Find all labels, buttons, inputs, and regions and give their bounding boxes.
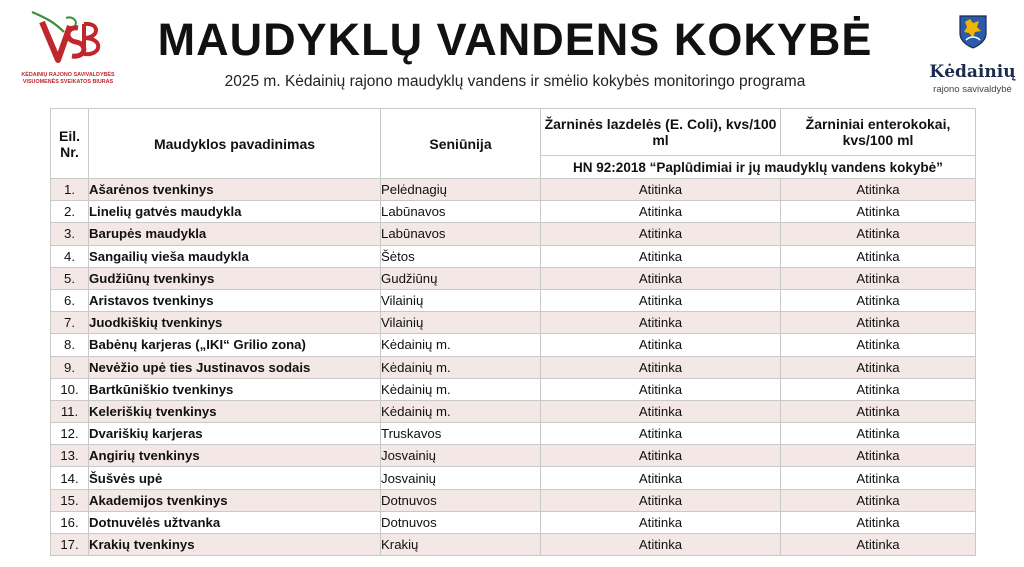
row-number: 11. <box>51 400 89 422</box>
ward-name: Dotnuvos <box>381 489 541 511</box>
ecoli-result: Atitinka <box>541 378 781 400</box>
enterococci-result: Atitinka <box>781 289 976 311</box>
beach-name: Juodkiškių tvenkinys <box>89 312 381 334</box>
enterococci-result: Atitinka <box>781 312 976 334</box>
beach-name: Nevėžio upė ties Justinavos sodais <box>89 356 381 378</box>
enterococci-result: Atitinka <box>781 223 976 245</box>
ward-name: Josvainių <box>381 445 541 467</box>
enterococci-result: Atitinka <box>781 400 976 422</box>
city-name: Kėdainių <box>929 62 1016 82</box>
enterococci-result: Atitinka <box>781 511 976 533</box>
vsb-logo <box>14 8 122 88</box>
beach-name: Aristavos tvenkinys <box>89 289 381 311</box>
coat-of-arms-icon <box>958 14 988 50</box>
enterococci-result: Atitinka <box>781 489 976 511</box>
table-row <box>51 179 976 201</box>
row-number: 15. <box>51 489 89 511</box>
org-name: KĖDAINIŲ RAJONO SAVIVALDYBĖS VISUOMENĖS SVEIKATOS BIURAS <box>21 72 115 85</box>
header-name: Maudyklos pavadinimas <box>89 109 381 179</box>
table-row <box>51 245 976 267</box>
enterococci-result: Atitinka <box>781 356 976 378</box>
ecoli-result: Atitinka <box>541 511 781 533</box>
beach-name: Keleriškių tvenkinys <box>89 400 381 422</box>
ward-name: Labūnavos <box>381 201 541 223</box>
ward-name: Gudžiūnų <box>381 267 541 289</box>
ward-name: Vilainių <box>381 289 541 311</box>
table-row <box>51 223 976 245</box>
header-norm: HN 92:2018 “Paplūdimiai ir jų maudyklų vandens kokybė” <box>541 156 976 179</box>
table-row <box>51 511 976 533</box>
beach-name: Krakių tvenkinys <box>89 534 381 556</box>
ecoli-result: Atitinka <box>541 334 781 356</box>
ward-name: Dotnuvos <box>381 511 541 533</box>
row-number: 9. <box>51 356 89 378</box>
ward-name: Kėdainių m. <box>381 400 541 422</box>
enterococci-result: Atitinka <box>781 534 976 556</box>
enterococci-result: Atitinka <box>781 179 976 201</box>
header-ecoli: Žarninės lazdelės (E. Coli), kvs/100 ml <box>541 109 781 156</box>
enterococci-result: Atitinka <box>781 334 976 356</box>
page-subtitle: 2025 m. Kėdainių rajono maudyklų vandens ir smėlio kokybės monitoringo programa <box>224 73 806 90</box>
ecoli-result: Atitinka <box>541 356 781 378</box>
kedainiai-logo <box>925 14 1024 94</box>
ecoli-result: Atitinka <box>541 267 781 289</box>
row-number: 1. <box>51 179 89 201</box>
ecoli-result: Atitinka <box>541 534 781 556</box>
row-number: 12. <box>51 423 89 445</box>
city-subtitle: rajono savivaldybė <box>933 84 1012 95</box>
beach-name: Dvariškių karjeras <box>89 423 381 445</box>
beach-name: Ašarėnos tvenkinys <box>89 179 381 201</box>
row-number: 17. <box>51 534 89 556</box>
table-row <box>51 378 976 400</box>
table-body <box>51 179 976 556</box>
table-row <box>51 445 976 467</box>
ecoli-result: Atitinka <box>541 312 781 334</box>
enterococci-result: Atitinka <box>781 445 976 467</box>
ecoli-result: Atitinka <box>541 400 781 422</box>
table-row <box>51 312 976 334</box>
row-number: 8. <box>51 334 89 356</box>
table-row <box>51 201 976 223</box>
ecoli-result: Atitinka <box>541 223 781 245</box>
ecoli-result: Atitinka <box>541 489 781 511</box>
water-quality-table <box>50 108 976 556</box>
beach-name: Gudžiūnų tvenkinys <box>89 267 381 289</box>
ward-name: Truskavos <box>381 423 541 445</box>
ward-name: Kėdainių m. <box>381 334 541 356</box>
page-title: MAUDYKLŲ VANDENS KOKYBĖ <box>157 14 873 65</box>
row-number: 10. <box>51 378 89 400</box>
table-row <box>51 356 976 378</box>
header-nr: Eil. Nr. <box>51 109 89 179</box>
row-number: 5. <box>51 267 89 289</box>
ecoli-result: Atitinka <box>541 289 781 311</box>
ecoli-result: Atitinka <box>541 445 781 467</box>
beach-name: Sangailių vieša maudykla <box>89 245 381 267</box>
ecoli-result: Atitinka <box>541 423 781 445</box>
header-ward: Seniūnija <box>381 109 541 179</box>
table-row <box>51 534 976 556</box>
ecoli-result: Atitinka <box>541 245 781 267</box>
beach-name: Linelių gatvės maudykla <box>89 201 381 223</box>
enterococci-result: Atitinka <box>781 423 976 445</box>
ward-name: Pelėdnagių <box>381 179 541 201</box>
table-row <box>51 267 976 289</box>
row-number: 7. <box>51 312 89 334</box>
table-row <box>51 289 976 311</box>
enterococci-result: Atitinka <box>781 467 976 489</box>
table-row <box>51 489 976 511</box>
row-number: 6. <box>51 289 89 311</box>
table-row <box>51 400 976 422</box>
ecoli-result: Atitinka <box>541 179 781 201</box>
enterococci-result: Atitinka <box>781 267 976 289</box>
header-enterococci: Žarniniai enterokokai, kvs/100 ml <box>781 109 976 156</box>
beach-name: Akademijos tvenkinys <box>89 489 381 511</box>
ward-name: Šėtos <box>381 245 541 267</box>
beach-name: Angirių tvenkinys <box>89 445 381 467</box>
table-row <box>51 423 976 445</box>
enterococci-result: Atitinka <box>781 245 976 267</box>
beach-name: Babėnų karjeras („IKI“ Grilio zona) <box>89 334 381 356</box>
ward-name: Kėdainių m. <box>381 356 541 378</box>
beach-name: Dotnuvėlės užtvanka <box>89 511 381 533</box>
ward-name: Kėdainių m. <box>381 378 541 400</box>
ward-name: Josvainių <box>381 467 541 489</box>
row-number: 2. <box>51 201 89 223</box>
row-number: 16. <box>51 511 89 533</box>
ecoli-result: Atitinka <box>541 201 781 223</box>
enterococci-result: Atitinka <box>781 201 976 223</box>
row-number: 3. <box>51 223 89 245</box>
beach-name: Barupės maudykla <box>89 223 381 245</box>
beach-name: Šušvės upė <box>89 467 381 489</box>
enterococci-result: Atitinka <box>781 378 976 400</box>
ecoli-result: Atitinka <box>541 467 781 489</box>
row-number: 4. <box>51 245 89 267</box>
beach-name: Bartkūniškio tvenkinys <box>89 378 381 400</box>
ward-name: Labūnavos <box>381 223 541 245</box>
row-number: 13. <box>51 445 89 467</box>
ward-name: Krakių <box>381 534 541 556</box>
ward-name: Vilainių <box>381 312 541 334</box>
table-row <box>51 334 976 356</box>
vsb-logo-icon <box>28 8 108 70</box>
table-row <box>51 467 976 489</box>
row-number: 14. <box>51 467 89 489</box>
